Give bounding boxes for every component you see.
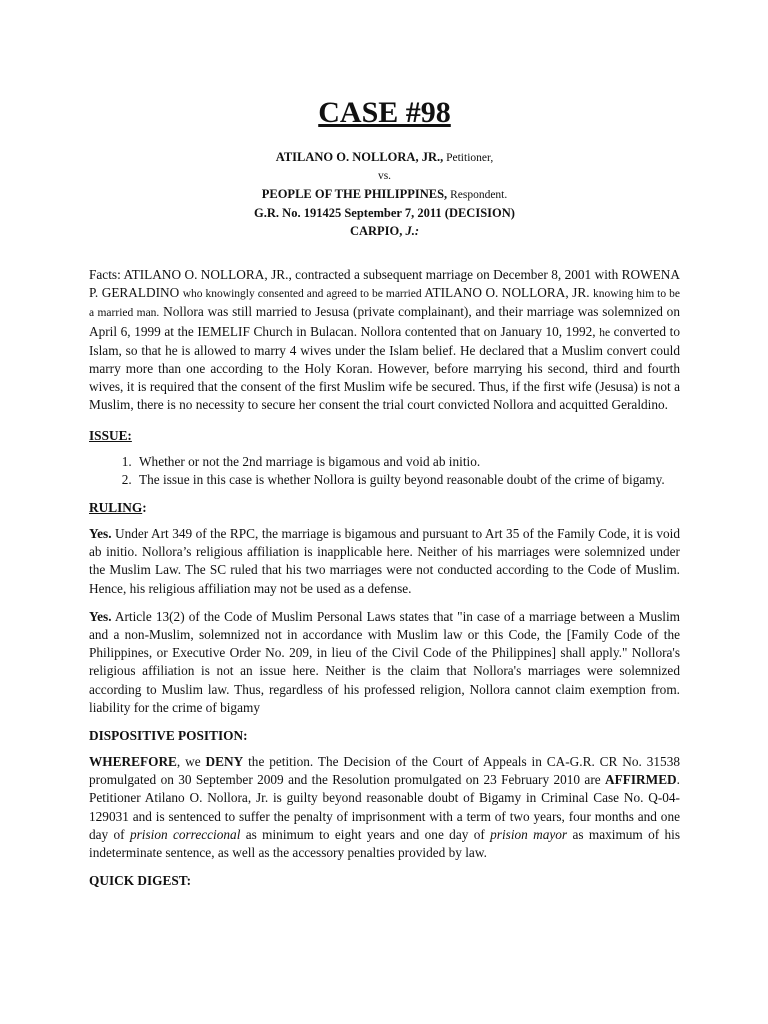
- versus-line: vs.: [377, 170, 392, 182]
- dispositive-paragraph: WHEREFORE, we DENY the petition. The Decision of the Court of Appeals in CA-G.R. CR No. 31538 promulgated on 30 September 2009 and the Resolution promulgated on 23 February 2010 are AFFIRMED. Petitioner Atilano O. Nollora, Jr. is guilty beyond reasonable doubt of Bigamy in Criminal Case No. Q-04-129031 and is sentenced to suffer the penalty of imprisonment with a term of two years, four months and one day of prision correccional as minimum to eight years and one day of prision mayor as maximum of his indeterminate sentence, as well as the accessory penalties provided by law.: [89, 754, 681, 861]
- respondent-role: Respondent.: [447, 189, 508, 201]
- respondent-name: PEOPLE OF THE PHILIPPINES,: [261, 187, 448, 201]
- issue-item: 2. The issue in this case is whether Nollora is guilty beyond reasonable doubt of the crime of bigamy.: [135, 471, 680, 489]
- issue-heading: ISSUE:: [89, 427, 132, 443]
- quick-digest-heading: QUICK DIGEST:: [89, 873, 192, 889]
- petitioner-role: Petitioner,: [443, 152, 494, 164]
- justice-suffix: J.:: [405, 224, 420, 238]
- petitioner-name: ATILANO O. NOLLORA, JR.,: [275, 150, 444, 164]
- gr-line: G.R. No. 191425 September 7, 2011 (DECISION): [254, 206, 515, 220]
- petitioner-line: [89, 148, 680, 167]
- ruling-heading: RULING:: [89, 500, 147, 516]
- ruling-paragraph-1: Yes. Under Art 349 of the RPC, the marriage is bigamous and pursuant to Art 35 of the Family Code, it is void ab initio. Nollora’s religious affiliation is inapplicable here. Neither of his marriages were solemnized under the Muslim Law. The SC ruled that his two marriages were not conducted according to the Code of Muslim. Hence, his religious affiliation may not be used as a defense.: [89, 526, 680, 596]
- facts-paragraph: Facts: ATILANO O. NOLLORA, JR., contracted a subsequent marriage on December 8, 2001 with ROWENA P. GERALDINO who knowingly consented and agreed to be married ATILANO O. NOLLORA, JR. knowing him to be a married man. Nollora was still married to Jesusa (private complainant), and their marriage was solemnized on April 6, 1999 at the IEMELIF Church in Bulacan. Nollora contented that on January 10, 1992, he converted to Islam, so that he is allowed to marry 4 wives under the Islam belief. He declared that a Muslim convert could marry more than one according to the Holy Koran. However, before marrying his second, third and fourth wives, it is required that the consent of the first Muslim wife be secured. Thus, if the first wife (Jesusa) is not a Muslim, there is no necessity to secure her consent the trial court convicted Nollora and acquitted Geraldino.: [89, 267, 680, 413]
- respondent-line: [89, 185, 680, 204]
- dispositive-heading: DISPOSITIVE POSITION:: [89, 728, 248, 744]
- issue-item: 1. Whether or not the 2nd marriage is bigamous and void ab initio.: [135, 453, 680, 471]
- case-title: CASE #98: [318, 96, 451, 129]
- justice-line: [89, 222, 680, 240]
- justice-name: CARPIO,: [349, 224, 406, 238]
- issue-list: [89, 453, 680, 489]
- case-header: [89, 148, 680, 240]
- ruling-paragraph-2: Yes. Article 13(2) of the Code of Muslim Personal Laws states that "in case of a marriage between a Muslim and a non-Muslim, solemnized not in accordance with Muslim law or this Code, the [Family Code of the Philippines, or Executive Order No. 209, in lieu of the Civil Code of the Philippines] shall apply." Nollora's religious affiliation is not an issue here. Neither is the claim that Nollora's marriages were solemnized according to Muslim law. Thus, regardless of his professed religion, Nollora cannot claim exemption from. liability for the crime of bigamy: [89, 608, 680, 715]
